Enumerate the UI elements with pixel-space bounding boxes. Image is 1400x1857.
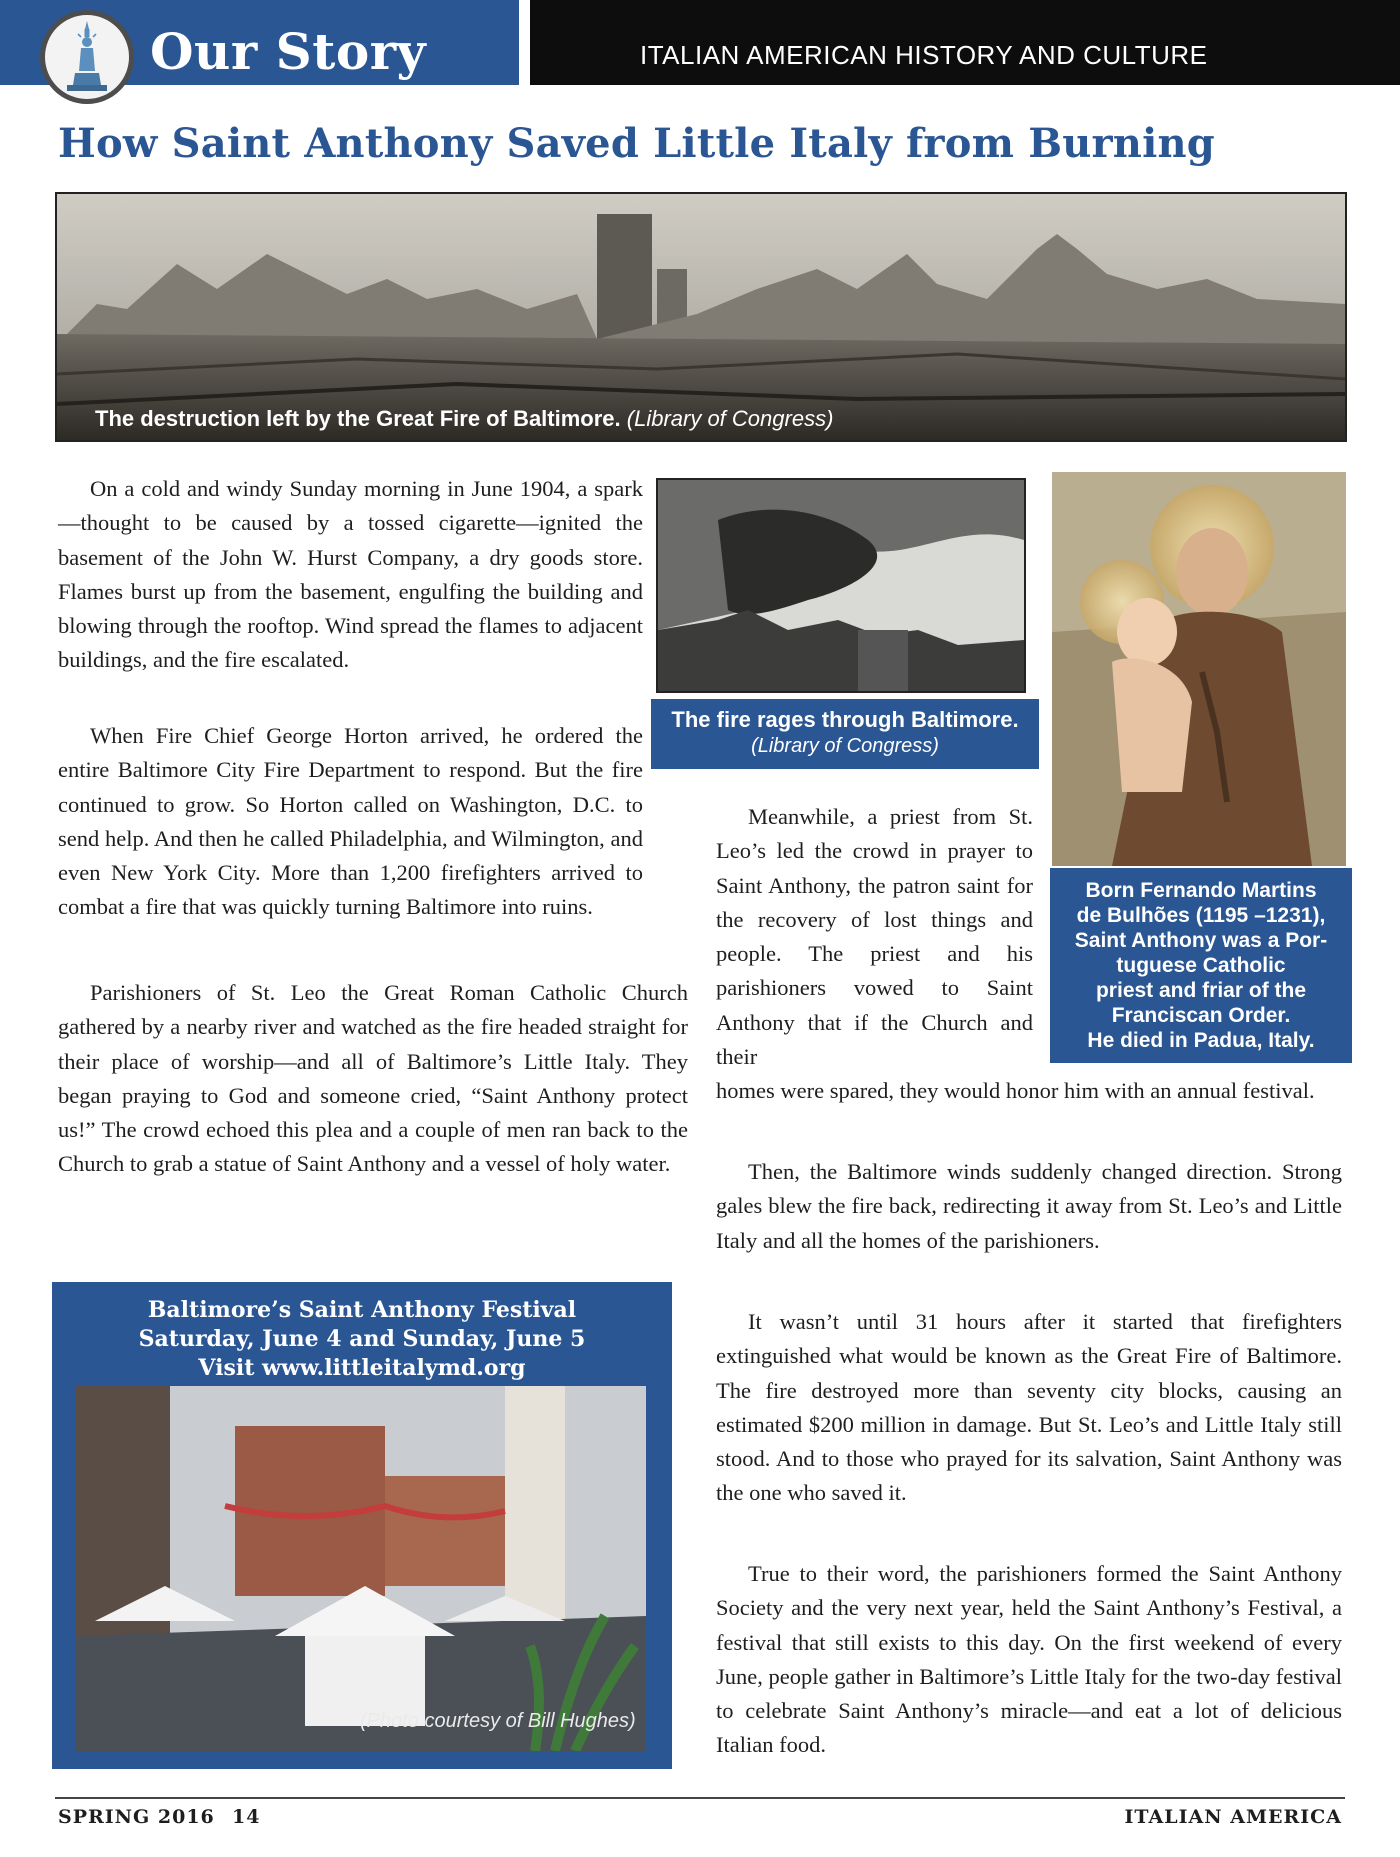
footer-divider: [55, 1797, 1345, 1799]
fire-smoke-photo: [656, 478, 1026, 693]
saint-anthony-caption: [1050, 868, 1352, 1063]
fire-photo-caption: [651, 699, 1039, 769]
article-paragraph-5: Then, the Baltimore winds suddenly changed direction. Strong gales blew the fire back, redirecting it away from St. Leo’s and Little Italy and all the homes of the parishioners.: [716, 1159, 1342, 1253]
article-paragraph-3: Parishioners of St. Leo the Great Roman Catholic Church gathered by a nearby river and watched as the fire headed straight for their place of worship—and all of Baltimore’s Little Italy. They began praying to God and someone cried, “Saint Anthony protect us!” The crowd echoed this plea and a couple of men ran back to the Church to grab a statue of Saint Anthony and a vessel of holy water.: [58, 980, 688, 1177]
saint-caption-line: de Bulhões (1195 –1231),: [1076, 904, 1326, 927]
fire-caption-text: The fire rages through Baltimore.: [671, 707, 1019, 732]
saint-caption-line: Saint Anthony was a Por-: [1074, 929, 1328, 952]
festival-photo-credit: (Photo courtesy of Bill Hughes): [360, 1710, 636, 1732]
footer-issue: SPRING 2016: [58, 1806, 215, 1828]
festival-dates: Saturday, June 4 and Sunday, June 5: [138, 1326, 586, 1352]
article-paragraph-7: True to their word, the parishioners formed the Saint Anthony Society and the very next year, held the Saint Anthony’s Festival, a festival that still exists to this day. On the first weekend of every June, people gather in Baltimore’s Little Italy for the two-day festival to celebrate Saint Anthony’s miracle—and eat a lot of delicious Italian food.: [716, 1561, 1342, 1758]
festival-website: Visit www.littleitalymd.org: [198, 1355, 526, 1381]
magazine-name: ITALIAN AMERICA: [1124, 1806, 1342, 1828]
article-paragraph-2: When Fire Chief George Horton arrived, he ordered the entire Baltimore City Fire Department to respond. But the fire continued to grow. So Horton called on Washington, D.C. to send help. And then he called Philadelphia, and Wilmington, and even New York City. More than 1,200 firefighters arrived to combat a fire that was quickly turning Baltimore into ruins.: [58, 723, 643, 920]
article-headline: How Saint Anthony Saved Little Italy from Burning: [58, 120, 1215, 167]
section-subtitle: ITALIAN AMERICAN HISTORY AND CULTURE: [640, 40, 1208, 70]
saint-anthony-painting: [1052, 472, 1346, 866]
saint-caption-line: priest and friar of the: [1095, 979, 1307, 1002]
statue-of-liberty-icon: [40, 10, 134, 104]
article-paragraph-6: It wasn’t until 31 hours after it started that firefighters extinguished what would be known as the Great Fire of Baltimore. The fire destroyed more than seventy city blocks, causing an estimated $200 million in damage. But St. Leo’s and Little Italy still stood. And to those who prayed for its salvation, Saint Anthony was the one who saved it.: [716, 1309, 1342, 1506]
article-paragraph-4: Meanwhile, a priest from St. Leo’s led the crowd in prayer to Saint Anthony, the patron saint for the recovery of lost things and people. The priest and his parishioners vowed to Saint Anthony that if the Church and their: [716, 804, 1033, 1070]
festival-crowd-photo: [75, 1386, 646, 1751]
saint-caption-line: He died in Padua, Italy.: [1087, 1029, 1315, 1052]
panorama-caption-credit: (Library of Congress): [626, 406, 834, 431]
panorama-caption-text: The destruction left by the Great Fire of Baltimore.: [95, 406, 621, 431]
panorama-caption: [95, 406, 833, 432]
festival-heading: [52, 1296, 672, 1383]
saint-caption-line: Born Fernando Martins: [1085, 879, 1317, 902]
fire-ruins-panorama-photo: [55, 192, 1347, 442]
section-title: Our Story: [150, 22, 427, 81]
article-paragraph-1: On a cold and windy Sunday morning in June 1904, a spark—thought to be caused by a tossed cigarette—ignited the basement of the John W. Hurst Company, a dry goods store. Flames burst up from the basement, engulfing the building and blowing through the rooftop. Wind spread the flames to adjacent buildings, and the fire escalated.: [58, 476, 643, 673]
fire-caption-credit: (Library of Congress): [751, 735, 939, 757]
saint-caption-line: tuguese Catholic: [1116, 954, 1286, 977]
page-number: 14: [232, 1806, 261, 1828]
festival-title: Baltimore’s Saint Anthony Festival: [147, 1297, 577, 1323]
saint-caption-line: Franciscan Order.: [1111, 1004, 1291, 1027]
article-paragraph-4-continued: homes were spared, they would honor him with an annual festival.: [716, 1078, 1315, 1103]
